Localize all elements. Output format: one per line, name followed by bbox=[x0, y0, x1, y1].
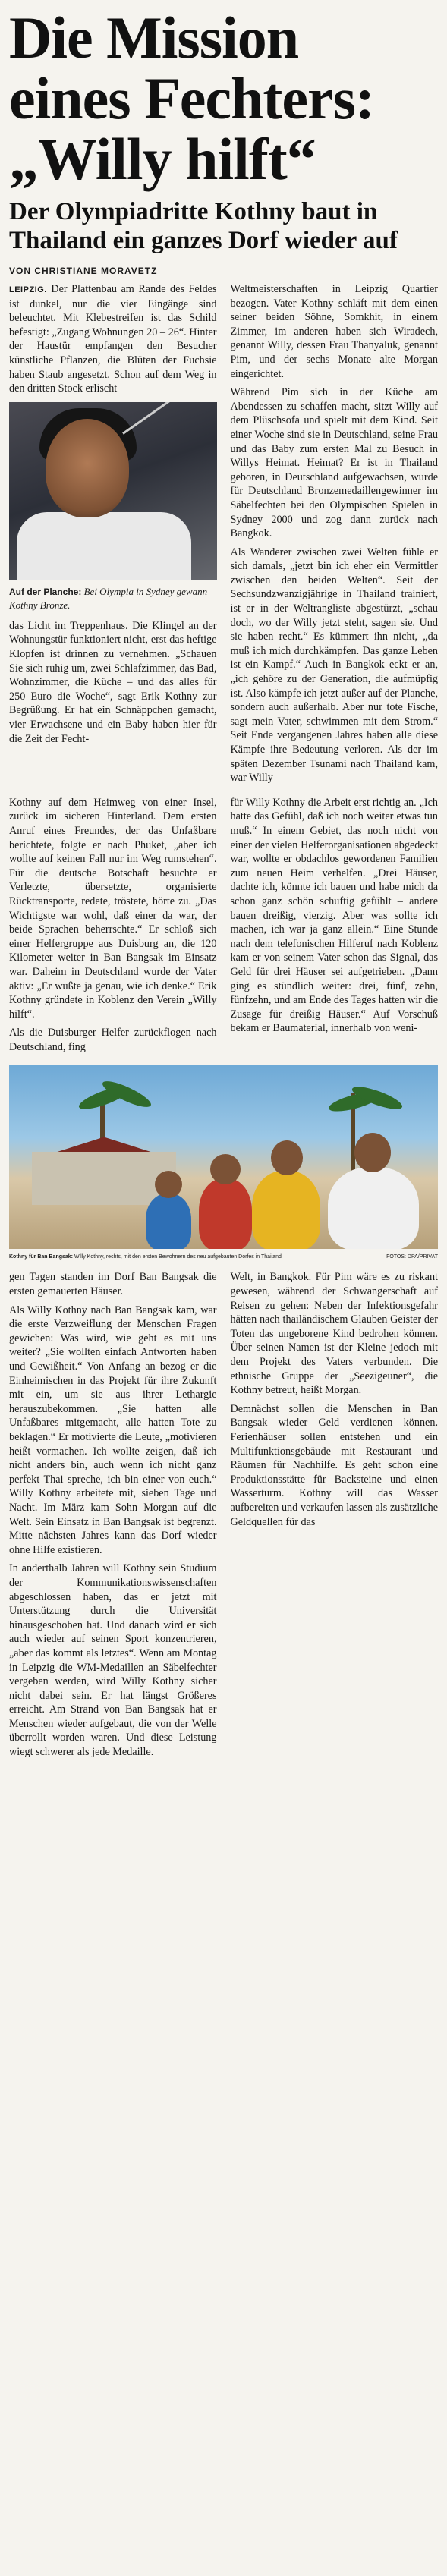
person-head-shape bbox=[354, 1133, 391, 1172]
section-1-right-column bbox=[231, 282, 439, 790]
fencer-photo bbox=[9, 402, 217, 580]
paragraph: für Willy Kothny die Arbeit erst richtig an. „Ich hatte das Gefühl, daß ich noch weiter etwas tun muß.“ In einem Gebiet, das noch nicht von einer der vielen Helferorganisationen abgedeckt war, wollte er obdachlos gewordenen Familien zum neuen Heim verhelfen. „Drei Häuser, dachte ich, könnte ich bauen und habe mich da schon ganz schön schuftig gefühlt – andere bauen dreißig, vierzig. Aber was sollte ich machen, ich war ja ganz allein.“ Eine Stunde nach dem telefonischen Hilferuf nach Koblenz kam er von seinem Vater schon das Signal, das Geld für drei Häuser sei aufgetrieben. „Dann ging es stündlich weiter: drei, fünf, zehn, fünfzehn, und am Ende des Tages hatten wir die Zusage für dreißig Häuser.“ Auf Vorschuß bekam er Baumaterial, innerhalb von weni- bbox=[230, 796, 438, 1035]
headline-line-2: eines Fechters: bbox=[9, 65, 374, 131]
paragraph: Kothny auf dem Heimweg von einer Insel, zurück im sicheren Hinterland. Dem ersten Anruf eines Freundes, der das Unfaßbare berichtete, folgte er nach Phuket, „aber ich wollte auf keinen Fall nur im Weg rumstehen“. Für die deutsche Botschaft besuchte er Verletzte, übersetzte, organisierte Rücktransporte, redete, tröstete, hörte zu. „Das Wichtigste war wohl, daß einer da war, der beide Sprachen beherrschte.“ Er schloß sich einer Helfergruppe aus Duisburg an, die 120 Kilometer weiter in Ban Bangsak im Einsatz war. Daheim in Deutschland wurde der Vater aktiv: „Er wußte ja genau, wie ich denke.“ Erik Kothny gründete in Koblenz den Verein „Willy hilft“. bbox=[9, 796, 217, 1021]
person-head-shape bbox=[271, 1140, 303, 1175]
paragraph-text: Der Plattenbau am Rande des Feldes ist dunkel, nur die vier Eingänge sind beleuchtet. Mit Klebestreifen ist das Schild befestigt: „Zugang Wohnungen 20 – 26“. Hinter der Haustür empfangen den Besucher künstliche Pflanzen, die Blüten der Fuchsie haben Staub angesetzt. Schon auf dem Weg in den dritten Stock erlischt bbox=[9, 283, 217, 395]
person-shape bbox=[146, 1194, 191, 1249]
headline-line-1: Die Mission bbox=[9, 5, 299, 71]
byline: VON CHRISTIANE MORAVETZ bbox=[9, 266, 158, 276]
village-photo-caption bbox=[9, 1253, 438, 1261]
photo-credit: FOTOS: DPA/PRIVAT bbox=[386, 1254, 438, 1260]
face-shape bbox=[46, 419, 129, 517]
paragraph: Welt, in Bangkok. Für Pim wäre es zu riskant gewesen, während der Schwangerschaft auf Reisen zu gehen: Neben der Infektionsgefahr hätten nach thailändischem Glauben Geister der Toten das ungeborene Kind bedrohen können. Über seinen Namen ist der Kleine jedoch mit dem Projekt des Vaters verbunden. Die ethnische Gruppe der „Seezigeuner“, die Kothny betreut, heißt Morgan. bbox=[230, 1271, 438, 1397]
caption-label: Auf der Planche: bbox=[9, 586, 82, 597]
person-shape bbox=[252, 1171, 320, 1249]
section-3-right-column bbox=[231, 1270, 439, 1763]
caption-text: Bei Olympia in Sydney gewann Kothny Bronze. bbox=[9, 585, 208, 611]
person-shape bbox=[199, 1178, 252, 1249]
paragraph: Als Willy Kothny nach Ban Bangsak kam, war die erste Verzweiflung der Menschen Fragen gewichen: Was wird, wie geht es mit uns weiter? „Sie wollten einfach Antworten haben und Gewißheit.“ Von Anfang an bezog er die Einheimischen in das Projekt für ihre Zukunft mit ein, um sie aus ihrer Lethargie herauszubekommen. „Sie hatten alle Unfaßbares mitgemacht, alle hatten Tote zu beklagen.“ Er motivierte die Leute, „motivieren heißt vormachen. Ich wollte zeigen, daß ich nicht anders bin, auch wenn ich nicht ganz perfekt Thai spreche, ich bin einer von euch.“ Willy Kothny arbeitete mit, sieben Tage und Nacht. Im März kam Sohn Morgan auf die Welt. Sein Einsatz in Ban Bangsak ist begrenzt. Mitte nächsten Jahres kann das Dorf wieder ohne Hilfe existieren. bbox=[9, 1304, 217, 1556]
section-3-left-column bbox=[9, 1270, 217, 1763]
photo-caption bbox=[9, 585, 217, 612]
section-1-left-column bbox=[9, 282, 217, 790]
section-3 bbox=[9, 1270, 438, 1763]
subheadline bbox=[9, 197, 438, 255]
section-2-right-column bbox=[231, 796, 439, 1059]
person-shape bbox=[328, 1167, 419, 1249]
paragraph: Während Pim sich in der Küche am Abendessen zu schaffen macht, sitzt Willy auf dem Plüschsofa und spielt mit dem Kind. Seit einer Woche sind sie in Deutschland, seine Frau und das Baby zum ersten Mal zu Besuch in Willys Heimat. Heimat? Er ist in Thailand geboren, in Deutschland aufgewachsen, wurde für Deutschland Bronzemedaillengewinner im Säbelfechten bei den Olympischen Spielen in Sydney 2000 und zog dann zurück nach Bangkok. bbox=[230, 386, 438, 540]
fencing-suit-shape bbox=[17, 512, 191, 580]
caption-body bbox=[9, 1253, 282, 1261]
section-1 bbox=[9, 282, 438, 790]
section-2 bbox=[9, 796, 438, 1059]
subheadline-line-2: Thailand ein ganzes Dorf wieder auf bbox=[9, 227, 398, 254]
headline bbox=[9, 5, 438, 192]
paragraph: In anderthalb Jahren will Kothny sein Studium der Kommunikationswissenschaften abgeschlossen haben, das er jetzt mit Unterstützung durch die Universität hinausgeschoben hat. Und danach wird er sich auch wieder auf seinen Sport konzentrieren, „aber das kommt als letztes“. Wenn am Montag in Leipzig die WM-Medaillen an Säbelfechter vergeben werden, wird Willy Kothny sicher nicht dabei sein. Er hat längst Größeres erreicht. Am Strand von Ban Bangsak hat er Menschen wieder aufgebaut, die von der Welle überrollt worden waren. Und diese Leistung wiegt schwerer als jede Medaille. bbox=[9, 1562, 217, 1759]
paragraph: gen Tagen standen im Dorf Ban Bangsak die ersten gemauerten Häuser. bbox=[9, 1271, 217, 1298]
headline-line-3: „Willy hilft“ bbox=[9, 126, 316, 192]
village-photo bbox=[9, 1065, 438, 1249]
paragraph: das Licht im Treppenhaus. Die Klingel an der Wohnungstür funktioniert nicht, erst das heftige Klopfen ist drinnen zu vernehmen. „Schauen Sie sich ruhig um, zwei Schlafzimmer, das Bad, Wohnzimmer, die Küche – und das alles für 250 Euro die Woche“, sagt Erik Kothny zur Begrüßung. Er hat ein Schnäppchen gemacht, vier Erwachsene und ein Baby haben hier für die Zeit der Fecht- bbox=[9, 619, 217, 745]
person-head-shape bbox=[155, 1171, 182, 1198]
paragraph: Als Wanderer zwischen zwei Welten fühle er sich damals, „jetzt bin ich eher ein Vermittler zwischen den beiden Welten“. Seit der Sechsundzwanzigjährige in Thailand trainiert, ist er in der Weltrangliste abgestürzt, „schau doch, wo der Willy jetzt steht, sagen sie. Und sie haben recht.“ Es kümmert ihn nicht, „da muß ich mich durchkämpfen. Das ganze Leben ist ein Kampf.“ Auch in Bangkok eckt er an, „ich gehöre zu der Generation, die aufmüpfig ist. Also kämpfe ich jetzt außer auf der Planche, sondern auch außerhalb. Aber nur tote Fische, sagt mein Vater, schwimmen mit dem Strom.“ Seit Ende vergangenen Jahres haben alle diese Kämpfe ihre Bedeutung verloren. Als der im späten Dezember Tsunami nach Thailand kam, war Willy bbox=[230, 546, 438, 785]
paragraph: Weltmeisterschaften in Leipzig Quartier bezogen. Vater Kothny schläft mit dem einen seiner beiden Söhne, Somkhit, in einem Zimmer, im anderen haben sich Wiradech, genannt Willy, dessen Frau Thanyaluk, genannt Pim, und der sechs Monate alte Morgan eingerichtet. bbox=[230, 283, 438, 380]
dateline: LEIPZIG. bbox=[9, 285, 47, 294]
paragraph: Als die Duisburger Helfer zurückflogen nach Deutschland, fing bbox=[9, 1027, 217, 1053]
section-2-left-column bbox=[9, 796, 217, 1059]
subheadline-line-1: Der Olympiadritte Kothny baut in bbox=[9, 198, 378, 225]
paragraph bbox=[9, 282, 217, 396]
caption-text: Willy Kothny, rechts, mit den ersten Bewohnern des neu aufgebauten Dorfes in Thailand bbox=[74, 1254, 282, 1260]
sabre-blade-shape bbox=[122, 402, 216, 435]
paragraph: Demnächst sollen die Menschen in Ban Bangsak wieder Geld verdienen können. Ferienhäuser sollen entstehen und ein Multifunktionsgebäude mit Restaurant und Räumen für Nachhilfe. Es geht schon eine Produktionsstätte für Backsteine und einen Wasserturm. Kothny will das Wasser aufbereiten und verkaufen lassen als zusätzliche Geldquellen für das bbox=[230, 1402, 438, 1528]
caption-label: Kothny für Ban Bangsak: bbox=[9, 1254, 74, 1260]
